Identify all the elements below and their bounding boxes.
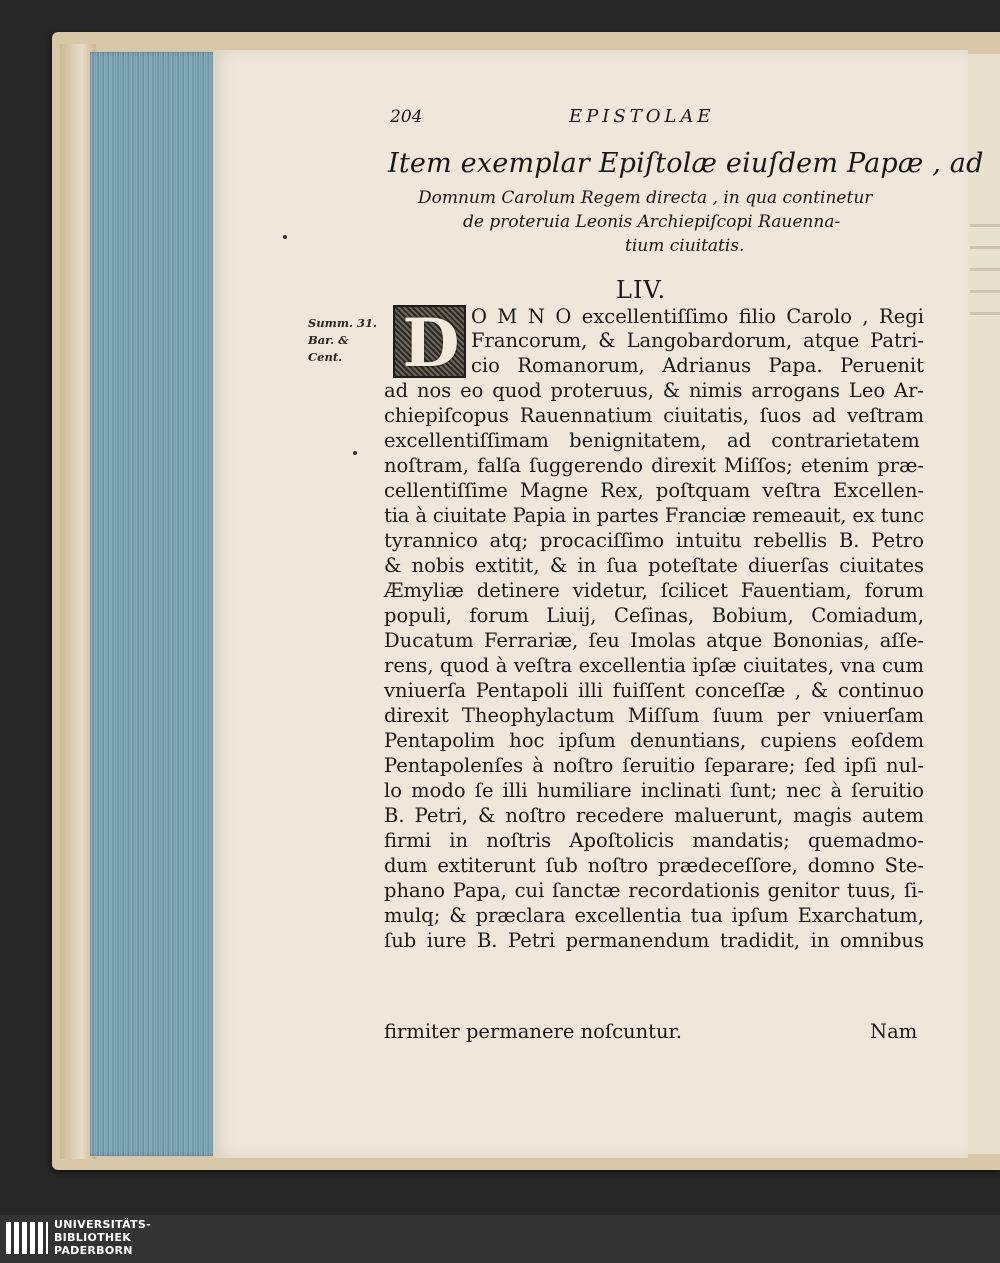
- body-line: rens, quod à veſtra excellentia ipſæ ciuitates, vna cum: [384, 654, 924, 677]
- body-line: & nobis extitit, & in ſua poteſtate diuerſas ciuitates: [384, 554, 924, 577]
- body-line: chiepiſcopus Rauennatium ciuitatis, ſuos ad veſtram: [384, 404, 924, 427]
- logo-line: UNIVERSITÄTS-: [54, 1218, 151, 1231]
- body-line: Pentapolim hoc ipſum denuntians, cupiens eoſdem: [384, 729, 924, 752]
- body-line: dum extiterunt ſub noſtro prædeceſſore, domno Ste-: [384, 854, 924, 877]
- body-line: direxit Theophylactum Miſſum ſuum per vniuerſam: [384, 704, 924, 727]
- marginal-note: Summ. 31. Bar. & Cent.: [308, 316, 378, 364]
- body-line: cellentiſſime Magne Rex, poſtquam veſtra Excellen-: [384, 479, 924, 502]
- letter-title-line: de proteruia Leonis Archiepiſcopi Rauenna-: [463, 212, 841, 232]
- body-line: Pentapolenſes à noſtro ſeruitio ſeparare; ſed ipſi nul-: [384, 754, 924, 777]
- letter-title-line: Item exemplar Epiſtolæ eiuſdem Papæ , ad: [388, 148, 984, 179]
- body-line: firmiter permanere noſcuntur.: [384, 1020, 682, 1043]
- library-logo-icon: [6, 1222, 48, 1254]
- letter-title-line: tium ciuitatis.: [625, 236, 745, 256]
- body-line: lo modo ſe illi humiliare inclinati ſunt; nec à ſeruitio: [384, 779, 924, 802]
- body-line: B. Petri, & noſtro recedere maluerunt, magis autem: [384, 804, 924, 827]
- book-page: [213, 50, 984, 1158]
- logo-line: BIBLIOTHEK: [54, 1231, 132, 1244]
- facing-page-edge: [966, 54, 1000, 1154]
- letter-title-line: Domnum Carolum Regem directa , in qua continetur: [418, 188, 873, 208]
- library-logo-text: [54, 1218, 151, 1257]
- body-line: mulq; & præclara excellentia tua ipſum Exarchatum,: [384, 904, 924, 927]
- letter-number: LIV.: [616, 276, 667, 304]
- decorated-initial: [393, 304, 466, 382]
- body-line: vniuerſa Pentapoli illi fuiſſent conceſſæ , & continuo: [384, 679, 924, 702]
- ink-speck: [283, 235, 287, 239]
- body-line: Æmyliæ detinere videtur, ſcilicet Fauentiam, forum: [384, 579, 924, 602]
- catchword: Nam: [870, 1020, 918, 1043]
- running-head: EPISTOLAE: [569, 106, 715, 127]
- body-line: Ducatum Ferrariæ, ſeu Imolas atque Bononias, aſſe-: [384, 629, 924, 652]
- body-line: ad nos eo quod proteruus, & nimis arrogans Leo Ar-: [384, 379, 924, 402]
- body-line: Francorum, & Langobardorum, atque Patri-: [471, 329, 924, 352]
- initial-letter: D: [402, 304, 460, 382]
- logo-line: PADERBORN: [54, 1244, 133, 1257]
- body-line: cio Romanorum, Adrianus Papa. Peruenit: [471, 354, 924, 377]
- body-line: populi, forum Liuij, Ceſinas, Bobium, Comiadum,: [384, 604, 924, 627]
- body-line: O M N O excellentiſſimo filio Carolo , Regi: [471, 305, 924, 328]
- body-line: firmi in noſtris Apoſtolicis mandatis; quemadmo-: [384, 829, 924, 852]
- body-line: ſub iure B. Petri permanendum tradidit, in omnibus: [384, 929, 924, 952]
- body-line: excellentiſſimam benignitatem, ad contrarietatem: [384, 429, 920, 452]
- body-line: tia à ciuitate Papia in partes Franciæ remeauit, ex tunc: [384, 504, 924, 527]
- page-block-edges: [90, 52, 218, 1156]
- body-line: phano Papa, cui ſanctæ recordationis genitor tuus, ſi-: [384, 879, 924, 902]
- ink-speck: [353, 451, 357, 455]
- body-line: noſtram, falſa ſuggerendo direxit Miſſos; etenim præ-: [384, 454, 924, 477]
- page-number: 204: [390, 107, 423, 127]
- body-line: tyrannico atq; procaciſſimo intuitu rebellis B. Petro: [384, 529, 924, 552]
- library-footer: [0, 1215, 1000, 1263]
